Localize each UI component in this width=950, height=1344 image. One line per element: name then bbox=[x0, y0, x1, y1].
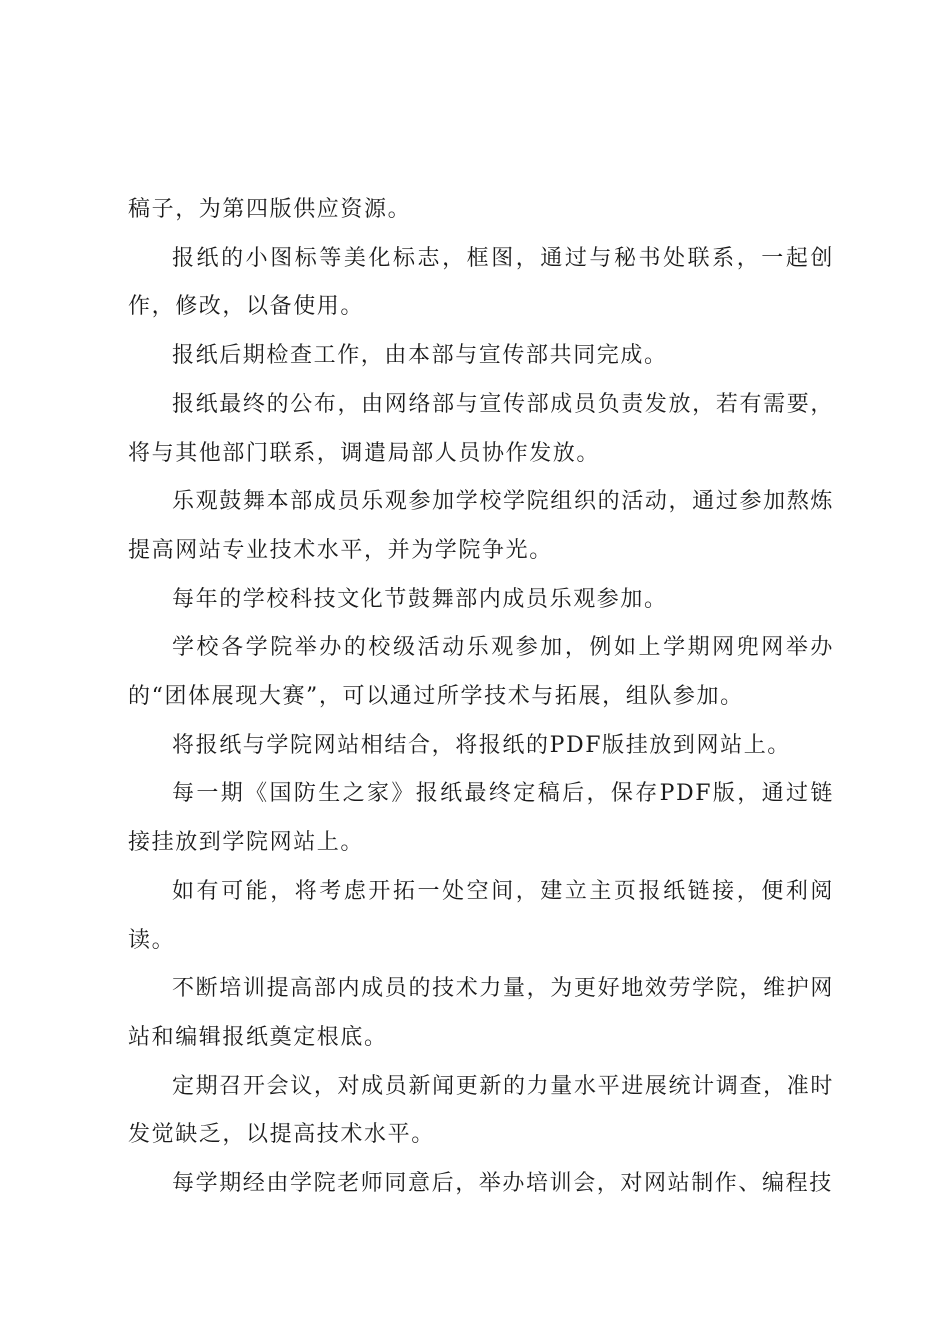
paragraph: 乐观鼓舞本部成员乐观参加学校学院组织的活动，通过参加熬炼提高网站专业技术水平，并为学院争光。 bbox=[128, 489, 834, 563]
paragraph: 如有可能，将考虑开拓一处空间，建立主页报纸链接，便利阅读。 bbox=[128, 878, 834, 953]
paragraph: 每年的学校科技文化节鼓舞部内成员乐观参加。 bbox=[172, 586, 668, 612]
document-body bbox=[128, 186, 834, 1209]
paragraph: 学校各学院举办的校级活动乐观参加，例如上学期网兜网举办的“团体展现大赛”，可以通过所学技术与拓展，组队参加。 bbox=[128, 635, 834, 710]
paragraph: 每一期《国防生之家》报纸最终定稿后，保存PDF版，通过链接挂放到学院网站上。 bbox=[128, 781, 834, 856]
paragraph: 报纸最终的公布，由网络部与宣传部成员负责发放，若有需要，将与其他部门联系，调遣局部人员协作发放。 bbox=[128, 391, 834, 466]
paragraph: 报纸的小图标等美化标志，框图，通过与秘书处联系，一起创作，修改，以备使用。 bbox=[128, 245, 834, 320]
paragraph: 不断培训提高部内成员的技术力量，为更好地效劳学院，维护网站和编辑报纸奠定根底。 bbox=[128, 976, 834, 1050]
paragraph: 每学期经由学院老师同意后，举办培训会，对网站制作、编程技 bbox=[172, 1171, 833, 1197]
paragraph: 报纸后期检查工作，由本部与宣传部共同完成。 bbox=[172, 343, 668, 369]
paragraph: 定期召开会议，对成员新闻更新的力量水平进展统计调查，准时发觉缺乏，以提高技术水平。 bbox=[128, 1073, 834, 1148]
paragraph: 将报纸与学院网站相结合，将报纸的PDF版挂放到网站上。 bbox=[172, 732, 791, 758]
paragraph: 稿子，为第四版供应资源。 bbox=[128, 197, 412, 222]
